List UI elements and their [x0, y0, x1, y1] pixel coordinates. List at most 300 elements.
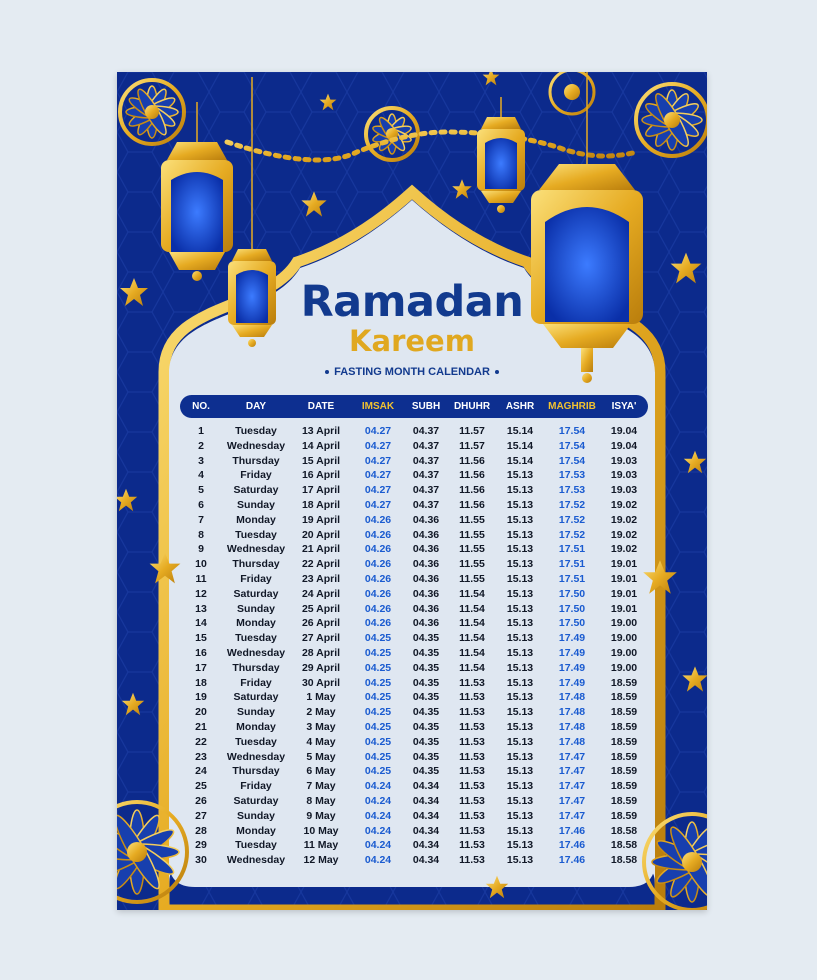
cell-subh: 04.34 [412, 780, 440, 793]
cell-ashr: 15.13 [506, 646, 534, 659]
cell-date: 30 April [301, 676, 341, 689]
cell-dhuhr: 11.53 [459, 854, 485, 867]
cell-maghrib: 17.51 [558, 543, 586, 556]
cell-imsak: 04.27 [364, 439, 392, 452]
bullet-dot-icon [325, 370, 329, 374]
cell-day: Saturday [233, 691, 279, 704]
cell-subh: 04.35 [412, 720, 440, 733]
cell-no: 4 [198, 469, 204, 482]
cell-imsak: 04.25 [364, 676, 392, 689]
cell-dhuhr: 11.54 [459, 617, 485, 630]
table-row [180, 809, 648, 824]
cell-isya: 19.01 [610, 558, 638, 571]
cell-isya: 19.02 [610, 528, 638, 541]
cell-date: 3 May [306, 720, 336, 733]
cell-maghrib: 17.47 [558, 780, 586, 793]
cell-no: 2 [198, 439, 204, 452]
cell-isya: 18.59 [610, 676, 638, 689]
cell-imsak: 04.24 [364, 794, 392, 807]
cell-imsak: 04.24 [364, 854, 392, 867]
cell-ashr: 15.13 [506, 632, 534, 645]
cell-maghrib: 17.46 [558, 839, 586, 852]
cell-subh: 04.35 [412, 735, 440, 748]
table-row [180, 439, 648, 454]
cell-maghrib: 17.50 [558, 602, 586, 615]
cell-maghrib: 17.51 [558, 572, 586, 585]
table-row [180, 587, 648, 602]
table-row [180, 735, 648, 750]
cell-dhuhr: 11.53 [459, 706, 485, 719]
cell-isya: 18.58 [610, 839, 638, 852]
cell-ashr: 15.13 [506, 617, 534, 630]
cell-day: Friday [240, 676, 272, 689]
cell-day: Monday [236, 513, 276, 526]
table-row [180, 824, 648, 839]
cell-no: 21 [195, 720, 207, 733]
cell-day: Sunday [237, 809, 275, 822]
cell-maghrib: 17.46 [558, 854, 586, 867]
cell-isya: 19.03 [610, 484, 638, 497]
cell-day: Tuesday [235, 839, 277, 852]
cell-day: Wednesday [226, 750, 286, 763]
cell-imsak: 04.25 [364, 750, 392, 763]
cell-no: 6 [198, 498, 204, 511]
table-row [180, 690, 648, 705]
cell-isya: 18.59 [610, 809, 638, 822]
cell-subh: 04.36 [412, 572, 440, 585]
cell-ashr: 15.13 [506, 824, 534, 837]
cell-dhuhr: 11.57 [459, 425, 485, 437]
cell-imsak: 04.26 [364, 558, 392, 571]
cell-day: Thursday [232, 661, 280, 674]
cell-day: Friday [240, 469, 272, 482]
cell-no: 23 [195, 750, 207, 763]
cell-date: 22 April [301, 558, 341, 571]
cell-ashr: 15.13 [506, 809, 534, 822]
cell-subh: 04.37 [412, 484, 440, 497]
cell-subh: 04.36 [412, 602, 440, 615]
cell-date: 13 April [301, 425, 341, 437]
cell-isya: 19.00 [610, 632, 638, 645]
cell-subh: 04.35 [412, 691, 440, 704]
cell-isya: 19.01 [610, 572, 638, 585]
cell-imsak: 04.24 [364, 839, 392, 852]
cell-dhuhr: 11.55 [459, 558, 485, 571]
cell-subh: 04.34 [412, 854, 440, 867]
cell-date: 21 April [301, 543, 341, 556]
cell-dhuhr: 11.53 [459, 735, 485, 748]
cell-no: 26 [195, 794, 207, 807]
cell-imsak: 04.25 [364, 706, 392, 719]
poster-title: Ramadan [300, 277, 524, 327]
cell-no: 3 [198, 454, 204, 467]
table-row [180, 498, 648, 513]
table-row [180, 779, 648, 794]
table-row [180, 676, 648, 691]
cell-imsak: 04.25 [364, 735, 392, 748]
table-row [180, 542, 648, 557]
cell-imsak: 04.25 [364, 632, 392, 645]
cell-dhuhr: 11.53 [459, 691, 485, 704]
cell-no: 13 [195, 602, 207, 615]
cell-maghrib: 17.49 [558, 676, 586, 689]
cell-ashr: 15.13 [506, 750, 534, 763]
cell-imsak: 04.24 [364, 824, 392, 837]
cell-ashr: 15.13 [506, 676, 534, 689]
cell-imsak: 04.27 [364, 425, 392, 437]
cell-imsak: 04.26 [364, 572, 392, 585]
cell-no: 1 [198, 425, 204, 437]
cell-subh: 04.36 [412, 617, 440, 630]
cell-maghrib: 17.48 [558, 720, 586, 733]
cell-isya: 18.59 [610, 706, 638, 719]
header-date: DATE [307, 401, 335, 412]
cell-date: 1 May [306, 691, 336, 704]
schedule-table [180, 424, 648, 868]
poster-subtitle: Kareem [349, 324, 475, 358]
cell-date: 11 May [303, 839, 339, 852]
cell-isya: 18.58 [610, 824, 638, 837]
cell-isya: 19.01 [610, 602, 638, 615]
cell-dhuhr: 11.53 [459, 765, 485, 778]
cell-imsak: 04.26 [364, 528, 392, 541]
cell-isya: 19.00 [610, 661, 638, 674]
cell-ashr: 15.13 [506, 720, 534, 733]
cell-isya: 19.02 [610, 498, 638, 511]
cell-maghrib: 17.48 [558, 735, 586, 748]
cell-dhuhr: 11.55 [459, 572, 485, 585]
cell-maghrib: 17.48 [558, 691, 586, 704]
cell-no: 8 [198, 528, 204, 541]
cell-maghrib: 17.47 [558, 809, 586, 822]
header-isya: ISYA' [611, 401, 637, 412]
cell-isya: 18.59 [610, 691, 638, 704]
cell-maghrib: 17.53 [558, 469, 586, 482]
cell-imsak: 04.26 [364, 587, 392, 600]
cell-imsak: 04.26 [364, 513, 392, 526]
cell-day: Friday [240, 572, 272, 585]
cell-day: Wednesday [226, 543, 286, 556]
cell-isya: 18.59 [610, 794, 638, 807]
cell-date: 18 April [301, 498, 341, 511]
cell-subh: 04.35 [412, 706, 440, 719]
cell-isya: 19.03 [610, 469, 638, 482]
cell-imsak: 04.24 [364, 780, 392, 793]
cell-isya: 19.02 [610, 513, 638, 526]
cell-day: Wednesday [226, 439, 286, 452]
cell-imsak: 04.27 [364, 469, 392, 482]
cell-day: Saturday [233, 587, 279, 600]
cell-ashr: 15.13 [506, 558, 534, 571]
cell-no: 16 [195, 646, 207, 659]
table-row [180, 838, 648, 853]
cell-dhuhr: 11.53 [459, 720, 485, 733]
header-subh: SUBH [411, 401, 441, 412]
cell-date: 27 April [301, 632, 341, 645]
cell-maghrib: 17.49 [558, 632, 586, 645]
cell-ashr: 15.13 [506, 528, 534, 541]
cell-imsak: 04.27 [364, 498, 392, 511]
header-ashr: ASHR [505, 401, 535, 412]
cell-isya: 19.01 [610, 587, 638, 600]
table-row [180, 750, 648, 765]
cell-no: 14 [195, 617, 207, 630]
cell-ashr: 15.13 [506, 513, 534, 526]
cell-day: Tuesday [235, 632, 277, 645]
cell-ashr: 15.13 [506, 691, 534, 704]
cell-date: 9 May [306, 809, 336, 822]
cell-maghrib: 17.54 [558, 425, 586, 437]
cell-ashr: 15.13 [506, 469, 534, 482]
table-row [180, 661, 648, 676]
cell-ashr: 15.13 [506, 794, 534, 807]
cell-maghrib: 17.47 [558, 750, 586, 763]
cell-day: Tuesday [235, 528, 277, 541]
header-no: NO. [192, 401, 210, 412]
cell-isya: 18.59 [610, 750, 638, 763]
cell-dhuhr: 11.53 [459, 750, 485, 763]
cell-isya: 19.04 [610, 439, 638, 452]
table-row [180, 528, 648, 543]
cell-dhuhr: 11.54 [459, 661, 485, 674]
cell-subh: 04.35 [412, 632, 440, 645]
cell-isya: 19.00 [610, 617, 638, 630]
cell-subh: 04.34 [412, 839, 440, 852]
cell-no: 24 [195, 765, 207, 778]
cell-ashr: 15.13 [506, 735, 534, 748]
cell-date: 2 May [306, 706, 336, 719]
cell-no: 18 [195, 676, 207, 689]
cell-isya: 18.59 [610, 735, 638, 748]
cell-dhuhr: 11.56 [459, 484, 485, 497]
cell-day: Saturday [233, 794, 279, 807]
cell-dhuhr: 11.56 [459, 454, 485, 467]
cell-isya: 18.59 [610, 720, 638, 733]
cell-subh: 04.35 [412, 676, 440, 689]
cell-imsak: 04.24 [364, 809, 392, 822]
table-row [180, 764, 648, 779]
cell-date: 6 May [306, 765, 336, 778]
cell-no: 28 [195, 824, 207, 837]
cell-dhuhr: 11.56 [459, 469, 485, 482]
cell-date: 20 April [301, 528, 341, 541]
cell-subh: 04.35 [412, 750, 440, 763]
cell-dhuhr: 11.53 [459, 809, 485, 822]
cell-subh: 04.37 [412, 498, 440, 511]
cell-isya: 19.04 [610, 425, 638, 437]
cell-day: Wednesday [226, 646, 286, 659]
cell-ashr: 15.13 [506, 661, 534, 674]
cell-isya: 19.00 [610, 646, 638, 659]
cell-maghrib: 17.52 [558, 498, 586, 511]
cell-dhuhr: 11.54 [459, 646, 485, 659]
cell-subh: 04.36 [412, 558, 440, 571]
cell-imsak: 04.26 [364, 617, 392, 630]
cell-subh: 04.34 [412, 824, 440, 837]
cell-date: 17 April [301, 484, 341, 497]
cell-no: 11 [195, 572, 207, 585]
cell-imsak: 04.27 [364, 454, 392, 467]
cell-day: Monday [236, 824, 276, 837]
cell-date: 28 April [301, 646, 341, 659]
cell-day: Tuesday [235, 735, 277, 748]
cell-day: Thursday [232, 558, 280, 571]
cell-no: 5 [198, 484, 204, 497]
cell-date: 14 April [301, 439, 341, 452]
cell-day: Thursday [232, 765, 280, 778]
cell-dhuhr: 11.54 [459, 632, 485, 645]
cell-subh: 04.35 [412, 661, 440, 674]
cell-dhuhr: 11.53 [459, 839, 485, 852]
cell-dhuhr: 11.56 [459, 498, 485, 511]
cell-no: 25 [195, 780, 207, 793]
cell-subh: 04.35 [412, 646, 440, 659]
cell-dhuhr: 11.57 [459, 439, 485, 452]
cell-day: Monday [236, 720, 276, 733]
cell-no: 9 [198, 543, 204, 556]
cell-dhuhr: 11.53 [459, 780, 485, 793]
cell-subh: 04.36 [412, 587, 440, 600]
cell-day: Tuesday [235, 425, 277, 437]
cell-dhuhr: 11.53 [459, 794, 485, 807]
cell-no: 7 [198, 513, 204, 526]
cell-no: 10 [195, 558, 207, 571]
cell-subh: 04.36 [412, 543, 440, 556]
table-row [180, 705, 648, 720]
cell-ashr: 15.13 [506, 706, 534, 719]
cell-maghrib: 17.54 [558, 439, 586, 452]
cell-ashr: 15.13 [506, 765, 534, 778]
cell-date: 24 April [301, 587, 341, 600]
cell-day: Wednesday [226, 854, 286, 867]
cell-date: 7 May [306, 780, 336, 793]
header-day: DAY [245, 401, 267, 412]
cell-date: 26 April [301, 617, 341, 630]
table-row [180, 794, 648, 809]
cell-subh: 04.37 [412, 454, 440, 467]
cell-day: Saturday [233, 484, 279, 497]
cell-ashr: 15.13 [506, 854, 534, 867]
cell-ashr: 15.13 [506, 839, 534, 852]
cell-date: 5 May [306, 750, 336, 763]
table-row [180, 602, 648, 617]
cell-ashr: 15.13 [506, 587, 534, 600]
cell-dhuhr: 11.55 [459, 513, 485, 526]
cell-ashr: 15.13 [506, 602, 534, 615]
cell-day: Sunday [237, 706, 275, 719]
cell-subh: 04.34 [412, 794, 440, 807]
cell-ashr: 15.14 [506, 425, 534, 437]
cell-no: 27 [195, 809, 207, 822]
calendar-poster [117, 72, 707, 910]
cell-isya: 18.59 [610, 765, 638, 778]
cell-dhuhr: 11.54 [459, 602, 485, 615]
cell-imsak: 04.26 [364, 543, 392, 556]
cell-no: 20 [195, 706, 207, 719]
cell-dhuhr: 11.53 [459, 824, 485, 837]
cell-dhuhr: 11.53 [459, 676, 485, 689]
cell-imsak: 04.25 [364, 661, 392, 674]
cell-day: Thursday [232, 454, 280, 467]
header-imsak: IMSAK [361, 401, 395, 412]
cell-no: 12 [195, 587, 207, 600]
poster-tagline [117, 366, 707, 378]
cell-date: 15 April [301, 454, 341, 467]
table-row [180, 454, 648, 469]
cell-no: 17 [195, 661, 207, 674]
cell-day: Sunday [237, 498, 275, 511]
cell-subh: 04.35 [412, 765, 440, 778]
table-row [180, 572, 648, 587]
cell-subh: 04.36 [412, 528, 440, 541]
cell-no: 15 [195, 632, 207, 645]
cell-imsak: 04.26 [364, 602, 392, 615]
cell-ashr: 15.13 [506, 484, 534, 497]
cell-subh: 04.36 [412, 513, 440, 526]
cell-date: 10 May [303, 824, 339, 837]
table-row [180, 557, 648, 572]
cell-subh: 04.37 [412, 469, 440, 482]
cell-subh: 04.34 [412, 809, 440, 822]
cell-maghrib: 17.48 [558, 706, 586, 719]
table-row [180, 513, 648, 528]
cell-ashr: 15.13 [506, 780, 534, 793]
cell-day: Monday [236, 617, 276, 630]
table-row [180, 483, 648, 498]
cell-imsak: 04.25 [364, 765, 392, 778]
cell-date: 16 April [301, 469, 341, 482]
cell-maghrib: 17.47 [558, 794, 586, 807]
cell-ashr: 15.14 [506, 439, 534, 452]
table-row [180, 468, 648, 483]
table-row [180, 631, 648, 646]
cell-maghrib: 17.53 [558, 484, 586, 497]
cell-maghrib: 17.50 [558, 587, 586, 600]
cell-day: Sunday [237, 602, 275, 615]
bullet-dot-icon [495, 370, 499, 374]
table-row [180, 424, 648, 439]
cell-imsak: 04.25 [364, 646, 392, 659]
cell-maghrib: 17.52 [558, 528, 586, 541]
cell-ashr: 15.13 [506, 498, 534, 511]
flower-ornament-top-left [120, 80, 184, 144]
cell-ashr: 15.13 [506, 543, 534, 556]
cell-subh: 04.37 [412, 425, 440, 437]
cell-maghrib: 17.46 [558, 824, 586, 837]
cell-date: 4 May [306, 735, 336, 748]
header-maghrib: MAGHRIB [548, 401, 596, 412]
cell-no: 19 [195, 691, 207, 704]
cell-dhuhr: 11.54 [459, 587, 485, 600]
cell-date: 25 April [301, 602, 341, 615]
cell-isya: 18.58 [610, 854, 638, 867]
cell-maghrib: 17.52 [558, 513, 586, 526]
cell-subh: 04.37 [412, 439, 440, 452]
header-dhuhr: DHUHR [453, 401, 491, 412]
cell-no: 22 [195, 735, 207, 748]
cell-maghrib: 17.54 [558, 454, 586, 467]
table-row [180, 720, 648, 735]
cell-imsak: 04.27 [364, 484, 392, 497]
cell-date: 29 April [301, 661, 341, 674]
cell-date: 23 April [301, 572, 341, 585]
cell-day: Friday [240, 780, 272, 793]
cell-isya: 19.03 [610, 454, 638, 467]
table-row [180, 853, 648, 868]
table-row [180, 616, 648, 631]
cell-no: 29 [195, 839, 207, 852]
cell-dhuhr: 11.55 [459, 543, 485, 556]
